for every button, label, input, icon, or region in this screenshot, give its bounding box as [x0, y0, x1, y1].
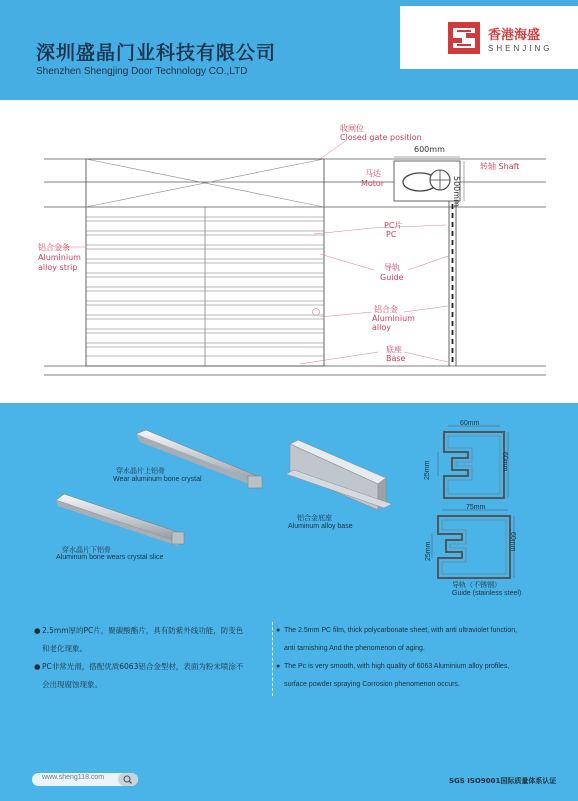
website-url[interactable]: www.sheng118.com	[42, 774, 105, 781]
notes-cn	[34, 622, 266, 694]
closed-gate-label-en: Closed gate position	[340, 133, 422, 142]
search-button[interactable]	[118, 773, 138, 786]
note-en-1-line-1: The 2.5mm PC film, thick polycarbonate sheet, with anti ultraviolet function,	[284, 627, 518, 634]
guide2-width-dim: 75mm	[466, 504, 486, 511]
lower-aluminum-bone-image	[52, 492, 188, 548]
strip-label-en-2: alloy strip	[38, 263, 78, 272]
note-cn-2-line-1: PC非常光滑，搭配优质6063铝合金型材，表面为粉末喷涂不	[42, 662, 244, 671]
brand-logo-icon	[446, 20, 482, 56]
note-cn-1	[34, 622, 266, 658]
guide1-width-dim: 60mm	[460, 420, 480, 427]
pc-label-en: PC	[386, 230, 397, 239]
note-cn-2	[34, 658, 266, 694]
note-en-2	[276, 658, 554, 694]
note-en-2-line-2: surface powder spraying Corrosion phenomenon occurs.	[284, 681, 460, 688]
guide1-right-dim: 60mm	[501, 452, 508, 472]
base-caption-en: Aluminum alloy base	[288, 523, 353, 530]
bullet-icon: ●	[34, 662, 41, 671]
bullet-icon: ●	[276, 663, 281, 670]
guide2-right-dim: 60mm	[509, 532, 516, 552]
upper-bone-caption-en: Wear aluminum bone crystal	[113, 476, 202, 483]
width-dimension: 600mm	[414, 145, 445, 154]
lower-bone-caption-en: Aluminum bone wears crystal slice	[56, 554, 164, 561]
aluminum-base-image	[282, 438, 394, 512]
upper-bone-caption-cn: 穿水晶片上铝骨	[116, 467, 165, 475]
motor-label-en: Motor	[361, 179, 385, 188]
alloy-label-en-2: alloy	[372, 323, 391, 332]
note-en-2-line-1: The Pc is very smooth, with high quality of 6063 Aluminium alloy profiles,	[284, 663, 510, 670]
logo-name-en: SHENJING	[488, 44, 553, 53]
technical-drawing	[0, 100, 578, 403]
lower-bone-caption-cn: 穿水晶片下铝骨	[62, 546, 111, 554]
note-cn-1-line-2: 和老化现象。	[42, 644, 87, 653]
guide1-left-dim: 25mm	[424, 460, 431, 480]
alloy-label-cn: 铝合金	[374, 305, 398, 314]
logo-panel	[400, 6, 578, 69]
guide-caption-cn: 导轨（不锈钢）	[452, 581, 501, 589]
search-icon	[118, 773, 138, 786]
guide-caption-en: Guide (stainless steel)	[452, 590, 522, 597]
note-en-1	[276, 622, 554, 658]
certification-text: SGS ISO9001国际质量体系认证	[449, 777, 557, 785]
pc-label-cn: PC片	[384, 221, 403, 230]
notes-en	[276, 622, 554, 694]
bullet-icon: ●	[276, 627, 281, 634]
logo-name-cn: 香港海盛	[488, 28, 541, 43]
closed-gate-label-cn: 收闸位	[340, 124, 364, 133]
guide-profile-60mm	[424, 420, 524, 504]
header-band	[0, 0, 578, 100]
base-caption-cn: 铝合金底座	[297, 514, 332, 522]
door-diagram	[0, 100, 578, 403]
note-cn-2-line-2: 会出现腐蚀现象。	[42, 680, 102, 689]
note-en-1-line-2: anti tarnishing And the phenomenon of aging.	[284, 645, 425, 652]
guide-label-cn: 导轨	[384, 263, 400, 272]
guide2-left-dim: 25mm	[425, 541, 432, 561]
note-cn-1-line-1: 2.5mm厚的PC片，聚碳酸酯片，具有防紫外线功能，防变色	[42, 626, 244, 635]
base-label-cn: 底座	[386, 345, 402, 354]
strip-label-cn: 铝合金条	[38, 243, 70, 252]
base-label-en: Base	[386, 354, 406, 363]
notes-divider	[272, 622, 273, 696]
guide-label-en: Guide	[380, 273, 404, 282]
company-name-cn: 深圳盛晶门业科技有限公司	[36, 42, 277, 64]
shaft-label: 转轴 Shaft	[480, 162, 520, 171]
bullet-icon: ●	[34, 626, 41, 635]
company-name-en: Shenzhen Shengjing Door Technology CO.,LTD	[36, 66, 248, 77]
height-dimension: 500mm	[452, 176, 461, 207]
motor-label-cn: 马达	[365, 169, 381, 178]
alloy-label-en-1: Aluminium	[372, 314, 415, 323]
website-bar[interactable]	[32, 773, 138, 786]
strip-label-en-1: Aluminium	[38, 253, 81, 262]
